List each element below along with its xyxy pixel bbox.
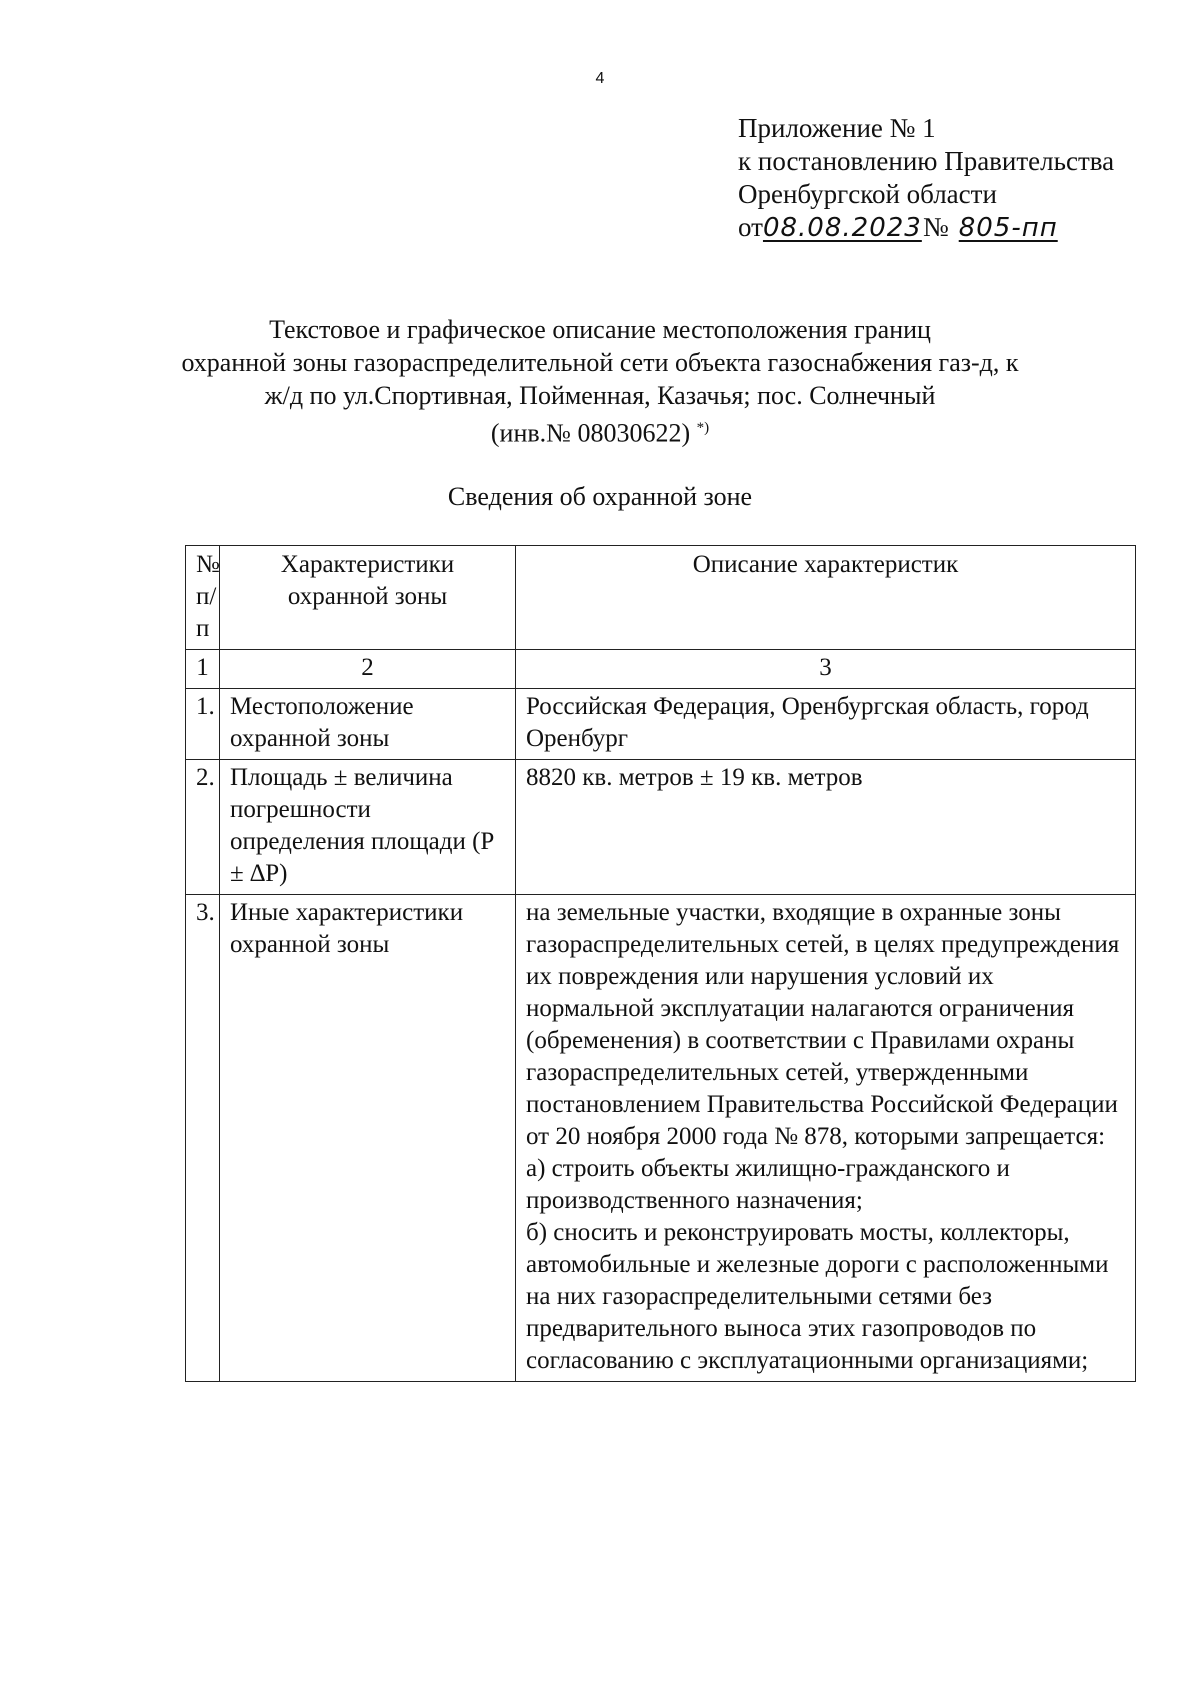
table-index-row <box>186 650 1136 689</box>
row-description: Российская Федерация, Оренбургская область, город Оренбург <box>516 689 1136 760</box>
row-description <box>516 895 1136 1382</box>
inventory-number: (инв.№ 08030622) <box>490 418 691 448</box>
index-cell: 1 <box>186 650 220 689</box>
header-description: Описание характеристик <box>516 546 1136 650</box>
title-line-2: охранной зоны газораспределительной сети объекта газоснабжения газ-д, к <box>181 348 1019 377</box>
table-row <box>186 760 1136 895</box>
row-description: 8820 кв. метров ± 19 кв. метров <box>516 760 1136 895</box>
table-header-row <box>186 546 1136 650</box>
header-characteristics: Характеристики охранной зоны <box>220 546 516 650</box>
index-cell: 2 <box>220 650 516 689</box>
annex-number-prefix: № <box>922 212 949 242</box>
annex-from-prefix: от <box>738 212 763 242</box>
description-paragraph: б) сносить и реконструировать мосты, коллекторы, автомобильные и железные дороги с расположенными на них газораспределительными сетями без предварительного выноса этих газопроводов по согласованию с эксплуатационными организациями; <box>526 1219 1109 1374</box>
table-row <box>186 895 1136 1382</box>
annex-line-2: к постановлению Правительства <box>738 146 1115 176</box>
row-number: 1. <box>186 689 220 760</box>
title-line-4 <box>0 412 1200 450</box>
index-cell: 3 <box>516 650 1136 689</box>
handwritten-number: 805-пп <box>958 213 1058 243</box>
row-characteristic: Местоположение охранной зоны <box>220 689 516 760</box>
page-number: 4 <box>595 70 605 87</box>
title-line-1: Текстовое и графическое описание местоположения границ <box>269 315 931 344</box>
header-number: № п/п <box>186 546 220 650</box>
title-line-3: ж/д по ул.Спортивная, Пойменная, Казачья; пос. Солнечный <box>264 381 936 410</box>
annex-date-number-line <box>738 211 1114 245</box>
annex-header <box>738 112 1114 245</box>
description-paragraph: на земельные участки, входящие в охранные зоны газораспределительных сетей, в целях предупреждения их повреждения или нарушения условий их нормальной эксплуатации налагаются ограничения (обременения) в соответствии с Правилами охраны газораспределительных сетей, утвержденными постановлением Правительства Российской Федерации от 20 ноября 2000 года № 878, которыми запрещается: <box>526 899 1120 1150</box>
description-paragraph: а) строить объекты жилищно-гражданского и производственного назначения; <box>526 1155 1010 1214</box>
row-characteristic: Площадь ± величина погрешности определения площади (P ± ∆P) <box>220 760 516 895</box>
row-characteristic: Иные характеристики охранной зоны <box>220 895 516 1382</box>
annex-line-1: Приложение № 1 <box>738 113 936 143</box>
row-number: 2. <box>186 760 220 895</box>
row-number: 3. <box>186 895 220 1382</box>
zone-info-table <box>185 545 1136 1382</box>
handwritten-date: 08.08.2023 <box>762 213 922 243</box>
annex-line-3: Оренбургской области <box>738 179 997 209</box>
document-title <box>0 313 1200 450</box>
section-subtitle: Сведения об охранной зоне <box>447 482 753 511</box>
footnote-mark: *) <box>696 420 710 436</box>
table-row <box>186 689 1136 760</box>
